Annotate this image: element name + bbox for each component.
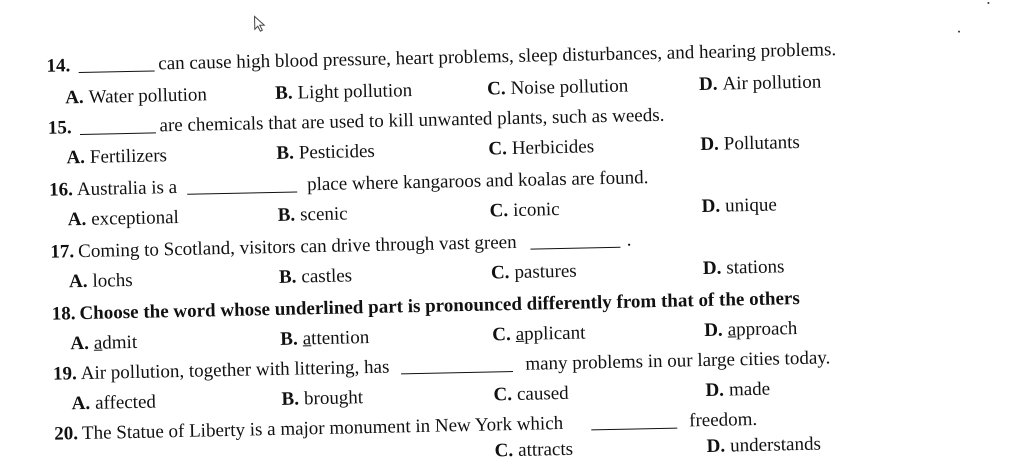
question-text-before: Australia is a: [76, 177, 178, 201]
option-text: stations: [726, 256, 785, 279]
option-letter: C.: [494, 440, 514, 462]
option-text: Air pollution: [722, 71, 822, 95]
option-letter: B.: [276, 142, 295, 164]
question-number: 20.: [54, 423, 79, 445]
question-number: 16.: [48, 179, 74, 201]
option-d[interactable]: [703, 256, 785, 280]
option-letter: A.: [70, 332, 90, 355]
speck: [987, 2, 989, 4]
option-text: ttention: [310, 327, 370, 350]
underlined-part: a: [727, 319, 737, 341]
option-text: Pollutants: [723, 131, 801, 155]
question-number: 15.: [47, 117, 72, 139]
option-a[interactable]: [68, 207, 179, 231]
option-text: pproach: [735, 318, 798, 341]
option-text: understands: [729, 433, 822, 457]
question-17: [50, 230, 631, 264]
option-d[interactable]: [704, 318, 798, 342]
question-number: 19.: [52, 363, 77, 385]
question-number: 14.: [46, 55, 71, 77]
option-text: pastures: [514, 260, 577, 283]
option-letter: B.: [280, 328, 298, 350]
answer-blank[interactable]: [401, 370, 513, 374]
option-b[interactable]: [280, 327, 369, 351]
question-text: Choose the word whose underlined part is pronounced differently from that of the others: [79, 287, 800, 325]
question-number: 18.: [51, 303, 76, 325]
question-text-before: Air pollution, together with littering, has: [80, 356, 390, 385]
answer-blank[interactable]: [531, 246, 621, 250]
option-c[interactable]: [493, 383, 569, 407]
option-text: dmit: [102, 331, 138, 354]
option-d[interactable]: [700, 132, 800, 156]
question-text-before: Coming to Scotland, visitors can drive through vast green: [77, 231, 517, 263]
underlined-part: a: [93, 332, 103, 354]
option-letter: C.: [486, 78, 506, 100]
mouse-pointer-icon: [254, 15, 266, 33]
question-text: are chemicals that are used to kill unwanted plants, such as weeds.: [159, 104, 665, 137]
question-text-before: The Statue of Liberty is a major monument in New York which: [81, 412, 564, 445]
answer-blank[interactable]: [78, 69, 154, 73]
question-14: [46, 39, 836, 78]
option-d[interactable]: [706, 434, 821, 458]
question-text-after: place where kangaroos and koalas are found.: [306, 167, 649, 196]
option-text: affected: [94, 391, 157, 414]
option-c[interactable]: [492, 322, 586, 346]
option-text: Water pollution: [88, 84, 208, 108]
option-text: castles: [301, 265, 353, 288]
question-text-after: freedom.: [688, 408, 758, 432]
question-text-after: .: [626, 229, 632, 251]
option-letter: C.: [489, 200, 509, 222]
option-d[interactable]: [705, 379, 770, 402]
answer-blank[interactable]: [187, 190, 297, 194]
option-c[interactable]: [489, 199, 559, 222]
option-a[interactable]: [65, 84, 207, 109]
question-16: [49, 167, 649, 202]
option-letter: A.: [71, 392, 91, 415]
question-text: can cause high blood pressure, heart problems, sleep disturbances, and hearing problems.: [158, 39, 837, 75]
option-c[interactable]: [488, 136, 594, 160]
option-a[interactable]: [70, 332, 137, 355]
option-text: attracts: [517, 438, 574, 461]
option-letter: D.: [706, 435, 726, 457]
option-text: exceptional: [91, 206, 180, 230]
option-letter: B.: [274, 82, 293, 104]
question-18: [52, 288, 800, 326]
option-c[interactable]: [494, 439, 573, 463]
option-b[interactable]: [279, 265, 353, 289]
option-letter: C.: [490, 262, 510, 284]
option-letter: A.: [67, 208, 87, 231]
answer-blank[interactable]: [80, 131, 156, 135]
option-text: Fertilizers: [89, 145, 168, 168]
option-text: Light pollution: [297, 80, 413, 104]
option-b[interactable]: [281, 387, 363, 411]
question-number: 17.: [50, 241, 75, 263]
option-d[interactable]: [699, 71, 822, 96]
option-letter: D.: [702, 257, 722, 280]
option-d[interactable]: [701, 194, 777, 218]
option-text: iconic: [512, 199, 560, 221]
option-letter: C.: [493, 384, 513, 406]
option-letter: C.: [492, 324, 511, 346]
option-letter: A.: [68, 270, 88, 293]
question-text-after: many problems in our large cities today.: [525, 347, 831, 375]
option-letter: D.: [704, 319, 723, 341]
option-c[interactable]: [487, 76, 629, 101]
question-20: [54, 409, 757, 446]
option-letter: D.: [698, 73, 718, 96]
option-letter: B.: [277, 204, 296, 226]
option-letter: C.: [488, 138, 508, 160]
option-letter: B.: [278, 266, 297, 288]
option-b[interactable]: [275, 80, 412, 105]
question-15: [48, 105, 665, 140]
answer-blank[interactable]: [591, 427, 677, 431]
option-a[interactable]: [71, 391, 156, 415]
option-letter: B.: [281, 388, 300, 410]
option-text: scenic: [299, 203, 348, 226]
speck: [958, 31, 960, 33]
option-text: Herbicides: [511, 136, 595, 159]
option-text: lochs: [92, 269, 133, 292]
option-letter: D.: [701, 195, 721, 218]
option-text: pplicant: [523, 322, 586, 345]
underlined-part: a: [515, 323, 525, 345]
option-text: unique: [724, 194, 778, 217]
option-letter: A.: [64, 86, 84, 109]
option-c[interactable]: [491, 261, 577, 285]
option-b[interactable]: [276, 141, 375, 165]
option-a[interactable]: [69, 270, 133, 293]
option-letter: A.: [66, 146, 86, 169]
option-letter: D.: [700, 133, 720, 156]
option-text: Noise pollution: [510, 75, 629, 99]
option-text: brought: [303, 387, 364, 410]
option-letter: D.: [705, 379, 725, 401]
option-b[interactable]: [277, 203, 347, 226]
option-text: made: [728, 378, 771, 401]
option-text: caused: [516, 382, 569, 405]
option-a[interactable]: [66, 145, 167, 169]
underlined-part: a: [302, 328, 312, 350]
option-text: Pesticides: [298, 140, 376, 164]
